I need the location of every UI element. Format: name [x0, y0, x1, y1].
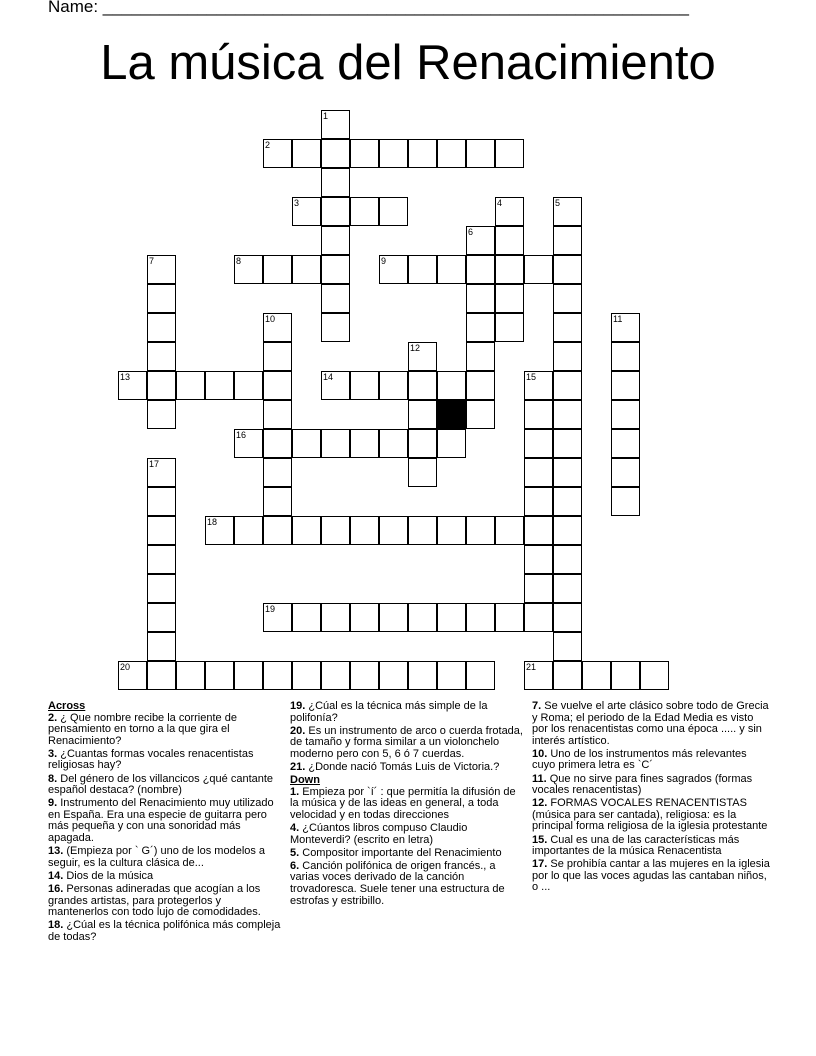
grid-cell[interactable]: [350, 661, 379, 690]
grid-cell[interactable]: [495, 139, 524, 168]
clue-num: 2.: [48, 711, 58, 724]
clue-number: 1: [323, 111, 329, 121]
grid-cell[interactable]: [611, 371, 640, 400]
clue-text: ¿ Que nombre recibe la corriente de pensamiento en torno a la que gira el Renacimiento?: [48, 711, 237, 747]
clue-number: 20: [120, 662, 131, 672]
grid-cell[interactable]: [524, 516, 553, 545]
clue-item: [48, 774, 284, 797]
grid-cell[interactable]: [263, 342, 292, 371]
clue-number: 7: [149, 256, 155, 266]
grid-cell[interactable]: [524, 458, 553, 487]
clue-item: [290, 823, 526, 846]
grid-cell[interactable]: [437, 516, 466, 545]
grid-cell[interactable]: [350, 139, 379, 168]
clue-number: 10: [265, 314, 276, 324]
down-heading: Down: [290, 774, 320, 787]
grid-cell[interactable]: [408, 342, 437, 371]
grid-cell[interactable]: [553, 545, 582, 574]
grid-cell[interactable]: [553, 342, 582, 371]
grid-cell[interactable]: [553, 574, 582, 603]
clue-num: 19.: [290, 700, 306, 712]
grid-cell[interactable]: [408, 661, 437, 690]
grid-cell[interactable]: [466, 255, 495, 284]
grid-cell[interactable]: [553, 661, 582, 690]
grid-cell[interactable]: [263, 429, 292, 458]
grid-cell[interactable]: [466, 603, 495, 632]
grid-cell[interactable]: [234, 255, 263, 284]
grid-cell[interactable]: [379, 255, 408, 284]
clue-number: 5: [555, 198, 561, 208]
grid-cell[interactable]: [147, 342, 176, 371]
grid-cell[interactable]: [118, 661, 147, 690]
clue-num: 20.: [290, 724, 306, 737]
grid-cell[interactable]: [495, 197, 524, 226]
clue-num: 12.: [532, 797, 548, 810]
clues-column-1: [48, 701, 284, 945]
grid-cell[interactable]: [147, 516, 176, 545]
clue-text: ¿Cuantas formas vocales renacentistas religiosas hay?: [48, 747, 254, 772]
grid-cell[interactable]: [408, 603, 437, 632]
grid-cell[interactable]: [321, 429, 350, 458]
clue-item: [532, 749, 772, 772]
clue-item: [532, 701, 772, 747]
grid-cell[interactable]: [408, 516, 437, 545]
grid-cell[interactable]: [495, 226, 524, 255]
clue-num: 7.: [532, 700, 542, 712]
grid-cell[interactable]: [524, 429, 553, 458]
clue-number: 6: [468, 227, 474, 237]
clue-num: 1.: [290, 785, 300, 798]
grid-cell[interactable]: [147, 487, 176, 516]
blocked-cell: [437, 400, 466, 429]
grid-cell[interactable]: [640, 661, 669, 690]
grid-cell[interactable]: [553, 487, 582, 516]
clue-num: 16.: [48, 882, 64, 895]
grid-cell[interactable]: [205, 516, 234, 545]
name-field[interactable]: Name: ______________________________________________________________: [48, 0, 689, 16]
across-clue-list-continued: [290, 701, 526, 774]
grid-cell[interactable]: [234, 371, 263, 400]
grid-cell[interactable]: [147, 603, 176, 632]
grid-cell[interactable]: [466, 226, 495, 255]
clue-num: 14.: [48, 869, 64, 882]
grid-cell[interactable]: [147, 545, 176, 574]
grid-cell[interactable]: [553, 313, 582, 342]
grid-cell[interactable]: [524, 545, 553, 574]
grid-cell[interactable]: [466, 342, 495, 371]
clue-num: 15.: [532, 833, 548, 846]
clue-num: 4.: [290, 821, 300, 834]
clue-number: 9: [381, 256, 387, 266]
clue-number: 14: [323, 372, 334, 382]
clue-num: 11.: [532, 772, 547, 785]
grid-cell[interactable]: [147, 371, 176, 400]
grid-cell[interactable]: [205, 371, 234, 400]
clue-num: 9.: [48, 797, 58, 810]
grid-cell[interactable]: [321, 516, 350, 545]
clue-number: 15: [526, 372, 537, 382]
grid-cell[interactable]: [292, 516, 321, 545]
grid-cell[interactable]: [466, 516, 495, 545]
grid-cell[interactable]: [118, 371, 147, 400]
clue-number: 4: [497, 198, 503, 208]
grid-cell[interactable]: [292, 255, 321, 284]
grid-cell[interactable]: [292, 603, 321, 632]
grid-cell[interactable]: [292, 429, 321, 458]
clue-item: [48, 713, 284, 748]
clue-number: 17: [149, 459, 160, 469]
grid-cell[interactable]: [495, 516, 524, 545]
grid-cell[interactable]: [524, 400, 553, 429]
grid-cell[interactable]: [263, 400, 292, 429]
grid-cell[interactable]: [321, 313, 350, 342]
grid-cell[interactable]: [379, 516, 408, 545]
grid-cell[interactable]: [263, 603, 292, 632]
clue-item: [48, 871, 284, 883]
grid-cell[interactable]: [292, 139, 321, 168]
grid-cell[interactable]: [147, 313, 176, 342]
clue-text: Se prohibía cantar a las mujeres en la iglesia por lo que las voces agudas las cantaban niños, o ...: [532, 858, 770, 894]
clue-text: ¿Cúantos libros compuso Claudio Monteverdi? (escrito en letra): [290, 821, 468, 846]
grid-cell[interactable]: [408, 255, 437, 284]
down-clue-list: [290, 787, 526, 907]
grid-cell[interactable]: [379, 139, 408, 168]
grid-cell[interactable]: [234, 661, 263, 690]
grid-cell[interactable]: [611, 400, 640, 429]
clue-number: 21: [526, 662, 537, 672]
clue-text: Dios de la música: [63, 869, 154, 882]
clue-text: FORMAS VOCALES RENACENTISTAS (música para ser cantada), religiosa: es la principal forma religiosa de la iglesia protestante: [532, 797, 768, 833]
grid-cell[interactable]: [147, 574, 176, 603]
clue-text: Uno de los instrumentos más relevantes cuyo primera letra es `C´: [532, 747, 747, 772]
grid-cell[interactable]: [466, 400, 495, 429]
grid-cell[interactable]: [466, 313, 495, 342]
grid-cell[interactable]: [147, 632, 176, 661]
grid-cell[interactable]: [350, 516, 379, 545]
grid-cell[interactable]: [263, 255, 292, 284]
clue-text: Cual es una de las características más importantes de la música Renacentista: [532, 833, 740, 858]
grid-cell[interactable]: [553, 226, 582, 255]
clue-num: 8.: [48, 772, 58, 785]
clue-number: 16: [236, 430, 247, 440]
grid-cell[interactable]: [234, 516, 263, 545]
grid-cell[interactable]: [553, 516, 582, 545]
grid-cell[interactable]: [263, 516, 292, 545]
clue-text: ¿Donde nació Tomás Luis de Victoria.?: [305, 760, 500, 773]
clue-text: Se vuelve el arte clásico sobre todo de Grecia y Roma; el periodo de la Edad Media es visto por los renacentistas como una época ..... y sin interés artístico.: [532, 700, 769, 747]
grid-cell[interactable]: [495, 284, 524, 313]
grid-cell[interactable]: [553, 197, 582, 226]
grid-cell[interactable]: [321, 139, 350, 168]
grid-cell[interactable]: [437, 429, 466, 458]
grid-cell[interactable]: [176, 661, 205, 690]
grid-cell[interactable]: [379, 371, 408, 400]
clue-item: [290, 787, 526, 822]
grid-cell[interactable]: [147, 400, 176, 429]
clue-text: Instrumento del Renacimiento muy utilizado en España. Era una especie de guitarra pero más pequeña y con una sonoridad más apagada.: [48, 797, 274, 845]
grid-cell[interactable]: [611, 661, 640, 690]
clue-item: [48, 798, 284, 844]
grid-cell[interactable]: [408, 458, 437, 487]
grid-cell[interactable]: [553, 371, 582, 400]
clue-num: 21.: [290, 760, 306, 773]
grid-cell[interactable]: [466, 284, 495, 313]
grid-cell[interactable]: [205, 661, 234, 690]
clue-number: 13: [120, 372, 131, 382]
grid-cell[interactable]: [524, 255, 553, 284]
grid-cell[interactable]: [553, 429, 582, 458]
grid-cell[interactable]: [553, 632, 582, 661]
grid-cell[interactable]: [147, 284, 176, 313]
grid-cell[interactable]: [553, 284, 582, 313]
clue-number: 12: [410, 343, 421, 353]
grid-cell[interactable]: [379, 603, 408, 632]
across-heading: Across: [48, 700, 86, 712]
grid-cell[interactable]: [466, 139, 495, 168]
clue-num: 13.: [48, 845, 64, 858]
clue-item: [48, 884, 284, 919]
clue-item: [290, 848, 526, 860]
grid-cell[interactable]: [437, 661, 466, 690]
grid-cell[interactable]: [292, 661, 321, 690]
grid-cell[interactable]: [350, 371, 379, 400]
clue-text: Es un instrumento de arco o cuerda frotada, de tamaño y forma similar a un violonchelo moderno pero con 5, 6 ó 7 cuerdas.: [290, 724, 523, 760]
grid-cell[interactable]: [611, 313, 640, 342]
grid-cell[interactable]: [350, 197, 379, 226]
grid-cell[interactable]: [437, 371, 466, 400]
grid-cell[interactable]: [495, 255, 524, 284]
clue-item: [48, 920, 284, 943]
grid-cell[interactable]: [263, 371, 292, 400]
clue-text: Canción polifónica de origen francés., a varias voces derivado de la canción trovadoresca. Suele tener una estructura de estrofas y estribillo.: [290, 859, 505, 907]
grid-cell[interactable]: [321, 255, 350, 284]
clue-num: 17.: [532, 858, 548, 871]
grid-cell[interactable]: [408, 400, 437, 429]
grid-cell[interactable]: [263, 139, 292, 168]
grid-cell[interactable]: [263, 313, 292, 342]
grid-cell[interactable]: [147, 255, 176, 284]
grid-cell[interactable]: [263, 458, 292, 487]
grid-cell[interactable]: [321, 603, 350, 632]
grid-cell[interactable]: [321, 168, 350, 197]
clue-text: Compositor importante del Renacimiento: [299, 846, 502, 859]
clue-item: [532, 798, 772, 833]
grid-cell[interactable]: [408, 429, 437, 458]
clue-number: 11: [613, 314, 623, 324]
grid-cell[interactable]: [524, 603, 553, 632]
grid-cell[interactable]: [524, 574, 553, 603]
grid-cell[interactable]: [234, 429, 263, 458]
grid-cell[interactable]: [292, 197, 321, 226]
grid-cell[interactable]: [379, 197, 408, 226]
grid-cell[interactable]: [379, 429, 408, 458]
grid-cell[interactable]: [437, 255, 466, 284]
clue-item: [290, 762, 526, 774]
grid-cell[interactable]: [437, 603, 466, 632]
grid-cell[interactable]: [321, 197, 350, 226]
clue-item: [290, 861, 526, 907]
clue-number: 3: [294, 198, 300, 208]
grid-cell[interactable]: [263, 661, 292, 690]
clue-text: Que no sirve para fines sagrados (formas vocales renacentistas): [532, 772, 753, 797]
across-clue-list: [48, 713, 284, 944]
grid-cell[interactable]: [321, 661, 350, 690]
clues-column-3: [532, 701, 772, 896]
clue-number: 8: [236, 256, 242, 266]
grid-cell[interactable]: [611, 342, 640, 371]
grid-cell[interactable]: [379, 661, 408, 690]
grid-cell[interactable]: [408, 139, 437, 168]
grid-cell[interactable]: [321, 284, 350, 313]
grid-cell[interactable]: [321, 371, 350, 400]
clue-num: 6.: [290, 859, 300, 872]
clue-number: 2: [265, 140, 271, 150]
grid-cell[interactable]: [611, 458, 640, 487]
clue-item: [532, 774, 772, 797]
clue-item: [532, 859, 772, 894]
clue-num: 18.: [48, 919, 64, 932]
grid-cell[interactable]: [582, 661, 611, 690]
clue-item: [532, 835, 772, 858]
grid-cell[interactable]: [553, 603, 582, 632]
clues-column-2: [290, 701, 526, 909]
clue-text: Personas adineradas que acogían a los grandes artistas, para protegerlos y mantenerlos con todo lujo de comodidades.: [48, 882, 261, 919]
grid-cell[interactable]: [553, 458, 582, 487]
grid-cell[interactable]: [408, 371, 437, 400]
grid-cell[interactable]: [147, 661, 176, 690]
grid-cell[interactable]: [437, 139, 466, 168]
page-title: La música del Renacimiento: [100, 36, 716, 90]
grid-cell[interactable]: [553, 400, 582, 429]
grid-cell[interactable]: [611, 487, 640, 516]
grid-cell[interactable]: [350, 603, 379, 632]
grid-cell[interactable]: [524, 487, 553, 516]
grid-cell[interactable]: [495, 313, 524, 342]
clue-text: Empieza por `í´ : que permitía la difusión de la música y de las ideas en general, a toda velocidad y en todas direcciones: [290, 785, 516, 821]
grid-cell[interactable]: [524, 371, 553, 400]
grid-cell[interactable]: [263, 487, 292, 516]
grid-cell[interactable]: [466, 371, 495, 400]
grid-cell[interactable]: [524, 661, 553, 690]
grid-cell[interactable]: [147, 458, 176, 487]
grid-cell[interactable]: [611, 429, 640, 458]
clue-text: (Empieza por ` G´) uno de los modelos a seguir, es la cultura clásica de...: [48, 845, 266, 869]
clue-num: 10.: [532, 747, 548, 760]
grid-cell[interactable]: [466, 661, 495, 690]
grid-cell[interactable]: [321, 226, 350, 255]
clue-number: 18: [207, 517, 218, 527]
down-clue-list-continued: [532, 701, 772, 894]
grid-cell[interactable]: [350, 429, 379, 458]
clue-text: Del género de los villancicos ¿qué cantante español destaca? (nombre): [48, 772, 274, 797]
clue-text: ¿Cúal es la técnica más simple de la polifonía?: [290, 700, 488, 724]
grid-cell[interactable]: [321, 110, 350, 139]
grid-cell[interactable]: [553, 255, 582, 284]
clue-item: [290, 701, 526, 724]
clue-num: 5.: [290, 846, 300, 859]
clue-num: 3.: [48, 747, 58, 760]
clue-text: ¿Cúal es la técnica polifónica más compleja de todas?: [48, 919, 281, 943]
clue-item: [48, 846, 284, 869]
clue-item: [290, 726, 526, 761]
clue-number: 19: [265, 604, 276, 614]
grid-cell[interactable]: [495, 603, 524, 632]
grid-cell[interactable]: [176, 371, 205, 400]
clue-item: [48, 749, 284, 772]
